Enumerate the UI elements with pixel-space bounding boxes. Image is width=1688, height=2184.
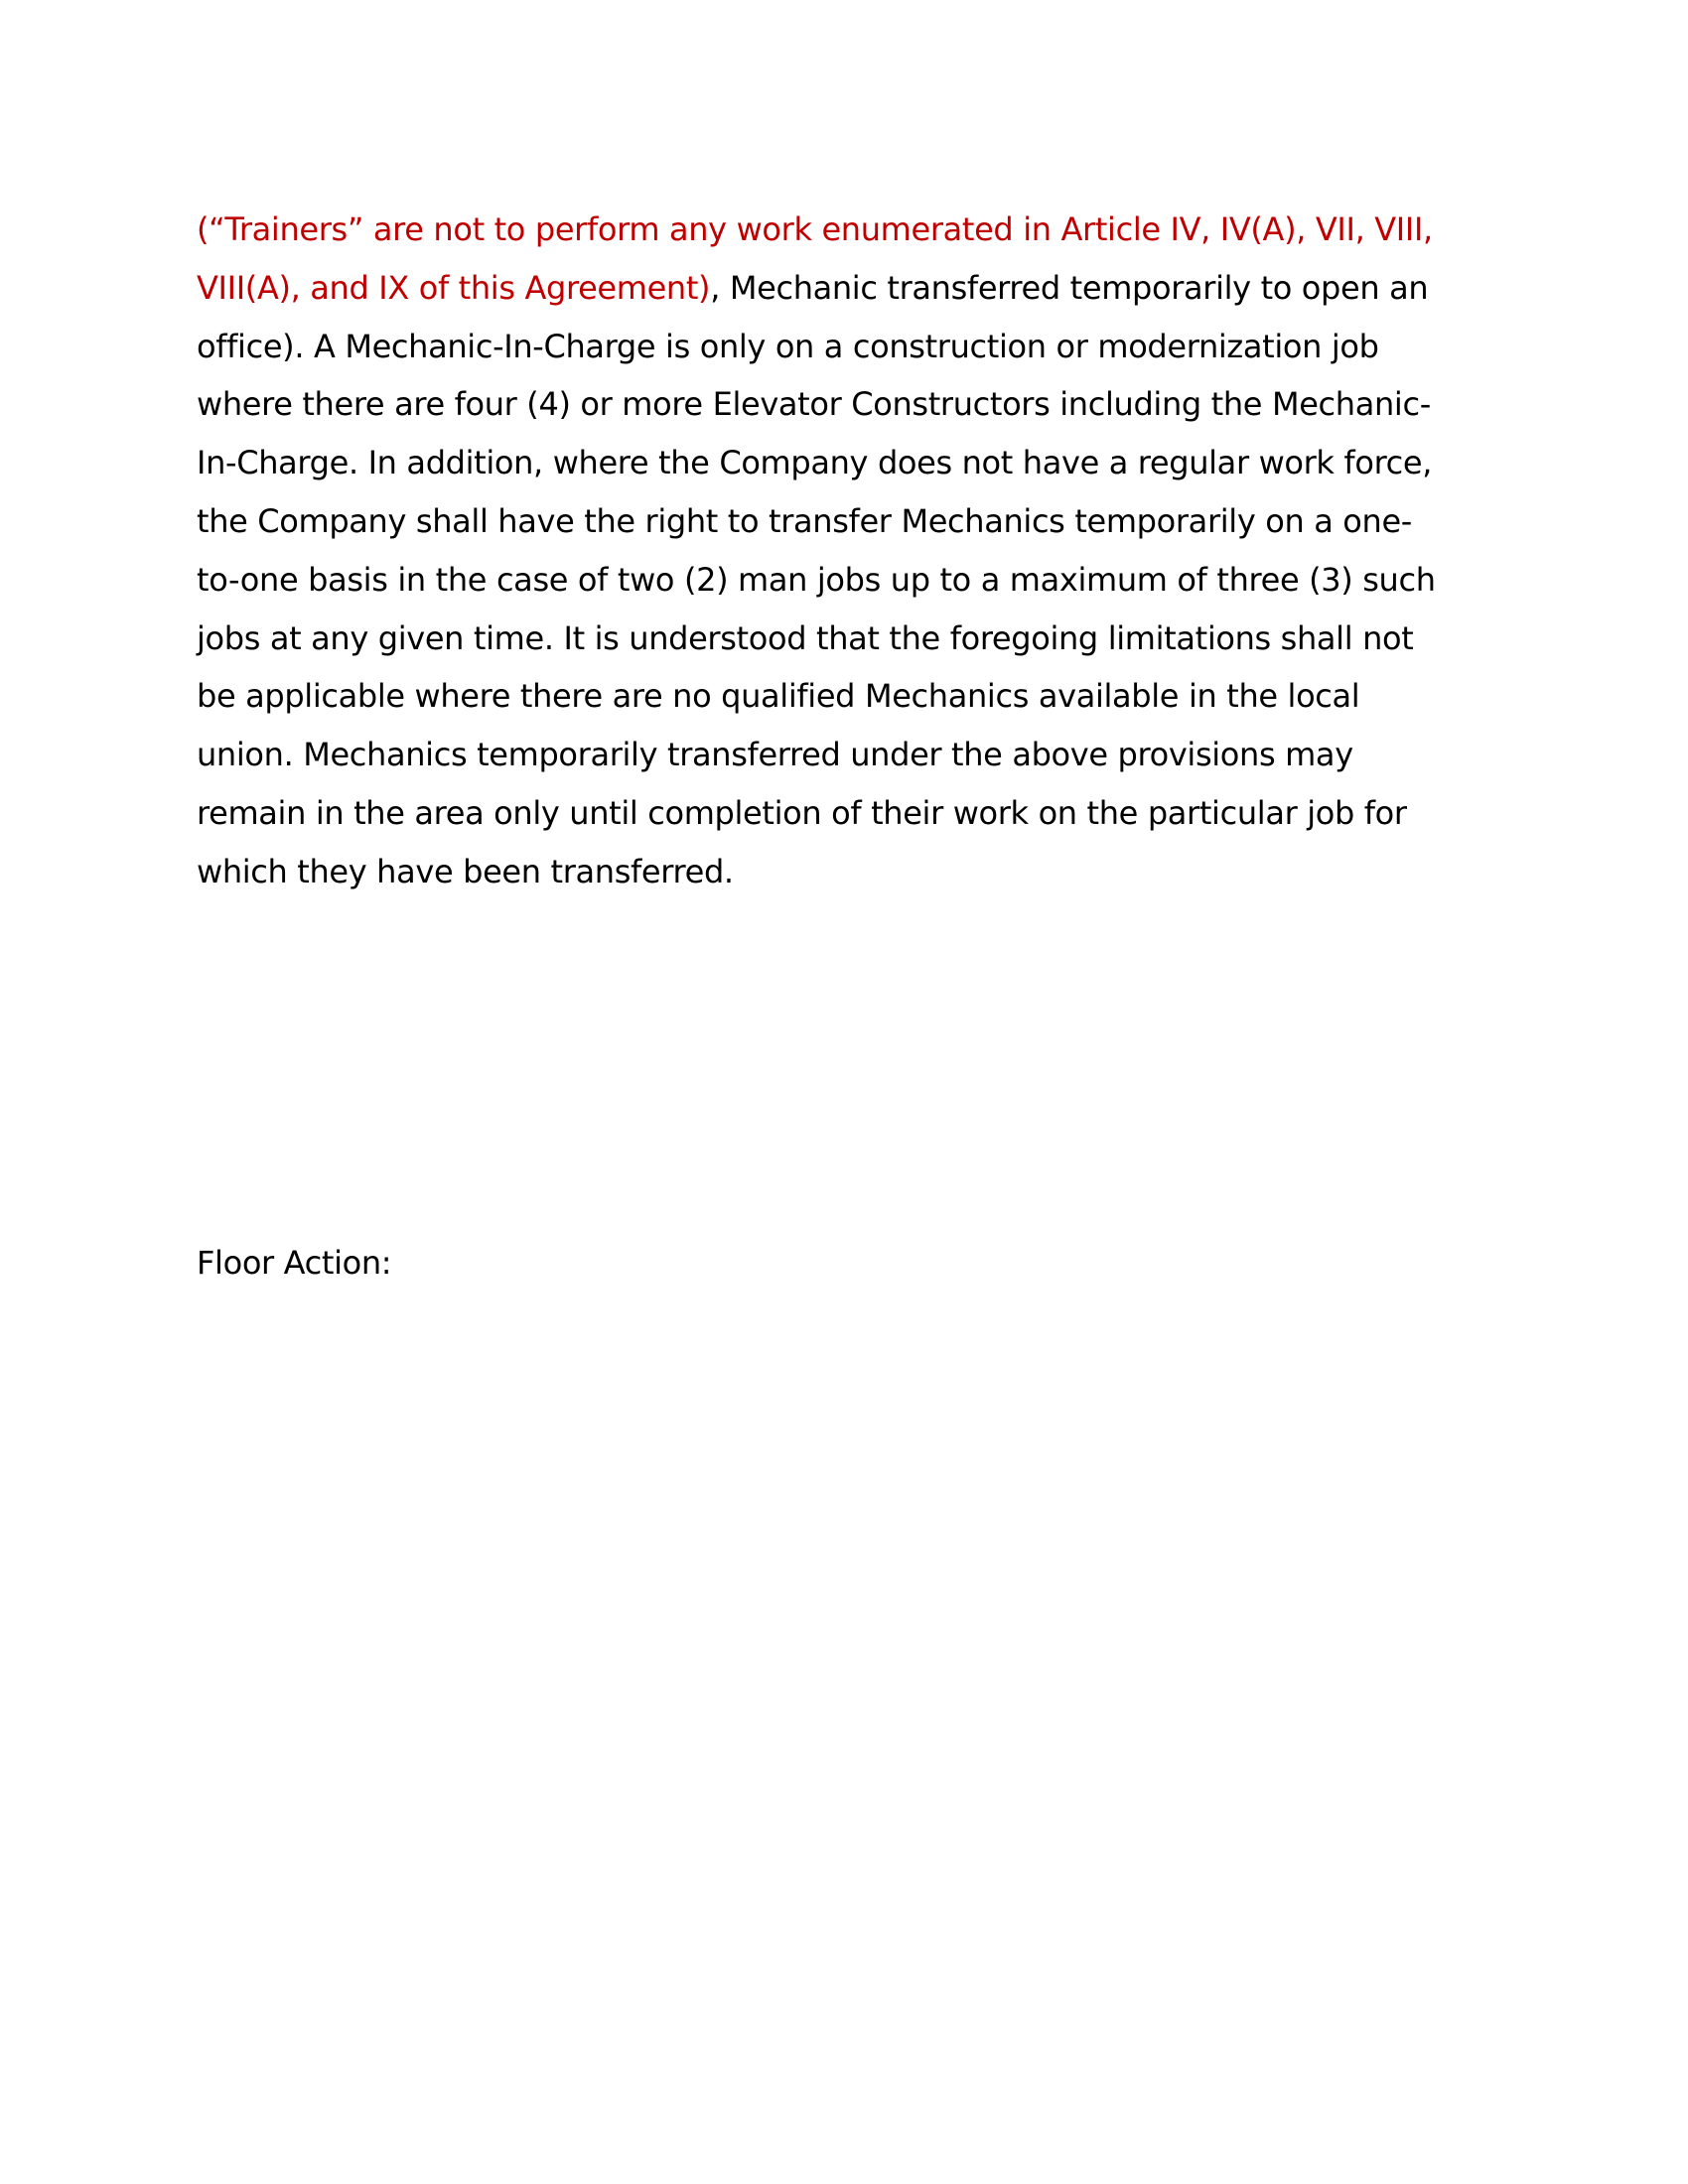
agreement-paragraph	[197, 201, 1507, 901]
trainers-restriction-text: (“Trainers” are not to perform any work enumerated in Article IV, IV(A), VII, VIII,	[197, 210, 1433, 248]
paragraph-text: to-one basis in the case of two (2) man jobs up to a maximum of three (3) such	[197, 560, 1436, 599]
paragraph-text: which they have been transferred.	[197, 852, 734, 890]
paragraph-text: be applicable where there are no qualified Mechanics available in the local	[197, 677, 1360, 716]
paragraph-line-12	[197, 843, 1507, 901]
paragraph-text: the Company shall have the right to transfer Mechanics temporarily on a one-	[197, 501, 1412, 540]
paragraph-text: In-Charge. In addition, where the Company does not have a regular work force,	[197, 444, 1433, 482]
paragraph-line-11	[197, 784, 1507, 843]
paragraph-line-1	[197, 201, 1507, 259]
paragraph-text: where there are four (4) or more Elevator Constructors including the Mechanic-	[197, 385, 1431, 424]
paragraph-line-4	[197, 375, 1507, 434]
paragraph-line-9	[197, 667, 1507, 726]
paragraph-line-2	[197, 259, 1507, 318]
paragraph-line-5	[197, 434, 1507, 492]
trainers-restriction-text-continued: VIII(A), and IX of this Agreement)	[197, 268, 711, 307]
paragraph-line-8	[197, 610, 1507, 668]
paragraph-text: office). A Mechanic-In-Charge is only on a construction or modernization job	[197, 327, 1379, 365]
paragraph-text: union. Mechanics temporarily transferred under the above provisions may	[197, 736, 1353, 774]
paragraph-text: remain in the area only until completion of their work on the particular job for	[197, 793, 1407, 832]
paragraph-line-6	[197, 492, 1507, 551]
paragraph-line-3	[197, 318, 1507, 376]
floor-action-label: Floor Action:	[197, 1244, 392, 1282]
paragraph-line-7	[197, 551, 1507, 610]
paragraph-text: jobs at any given time. It is understood that the foregoing limitations shall not	[197, 618, 1414, 657]
paragraph-text: , Mechanic transferred temporarily to open an	[710, 268, 1429, 307]
paragraph-line-10	[197, 726, 1507, 784]
